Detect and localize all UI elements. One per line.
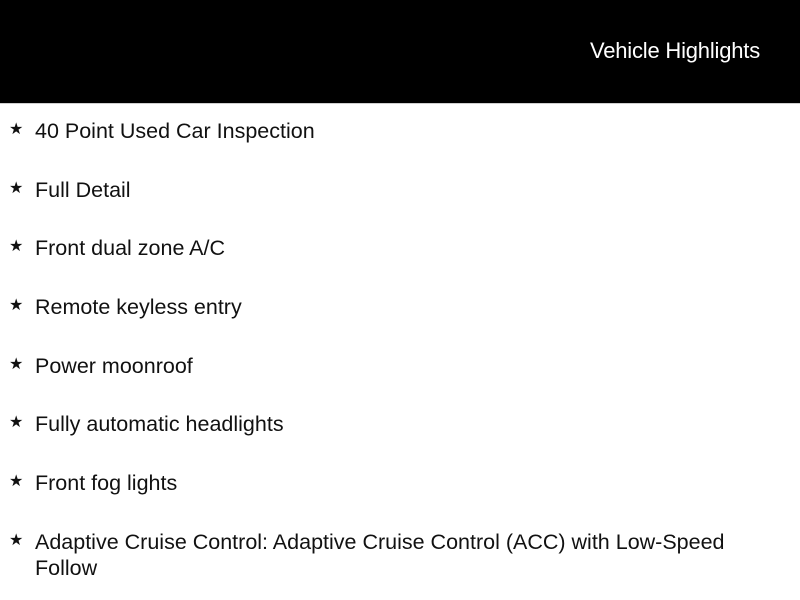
highlight-label: Full Detail	[35, 177, 131, 202]
list-item	[0, 294, 800, 353]
star-icon: ★	[9, 531, 24, 549]
star-icon: ★	[9, 473, 24, 491]
highlight-label: 40 Point Used Car Inspection	[35, 119, 315, 143]
highlights-list	[0, 118, 800, 581]
list-item	[0, 411, 800, 470]
list-item	[0, 177, 800, 236]
list-item	[0, 353, 800, 412]
highlight-label: Front fog lights	[35, 471, 178, 496]
star-icon: ★	[9, 355, 24, 373]
star-icon: ★	[9, 414, 24, 432]
list-item	[0, 118, 800, 177]
list-item	[0, 529, 800, 581]
highlight-label: Power moonroof	[35, 353, 193, 378]
page-title: Vehicle Highlights	[589, 38, 760, 63]
header-bar	[0, 0, 800, 104]
highlight-label: Fully automatic headlights	[35, 412, 284, 437]
list-item	[0, 470, 800, 529]
highlight-label: Remote keyless entry	[35, 295, 242, 320]
star-icon: ★	[9, 238, 24, 256]
star-icon: ★	[9, 121, 24, 138]
highlight-label: Adaptive Cruise Control: Adaptive Cruise Control (ACC) with Low-Speed Follow	[35, 529, 725, 580]
star-icon: ★	[9, 179, 24, 197]
list-item	[0, 235, 800, 294]
star-icon: ★	[9, 297, 24, 315]
highlight-label: Front dual zone A/C	[35, 236, 226, 261]
